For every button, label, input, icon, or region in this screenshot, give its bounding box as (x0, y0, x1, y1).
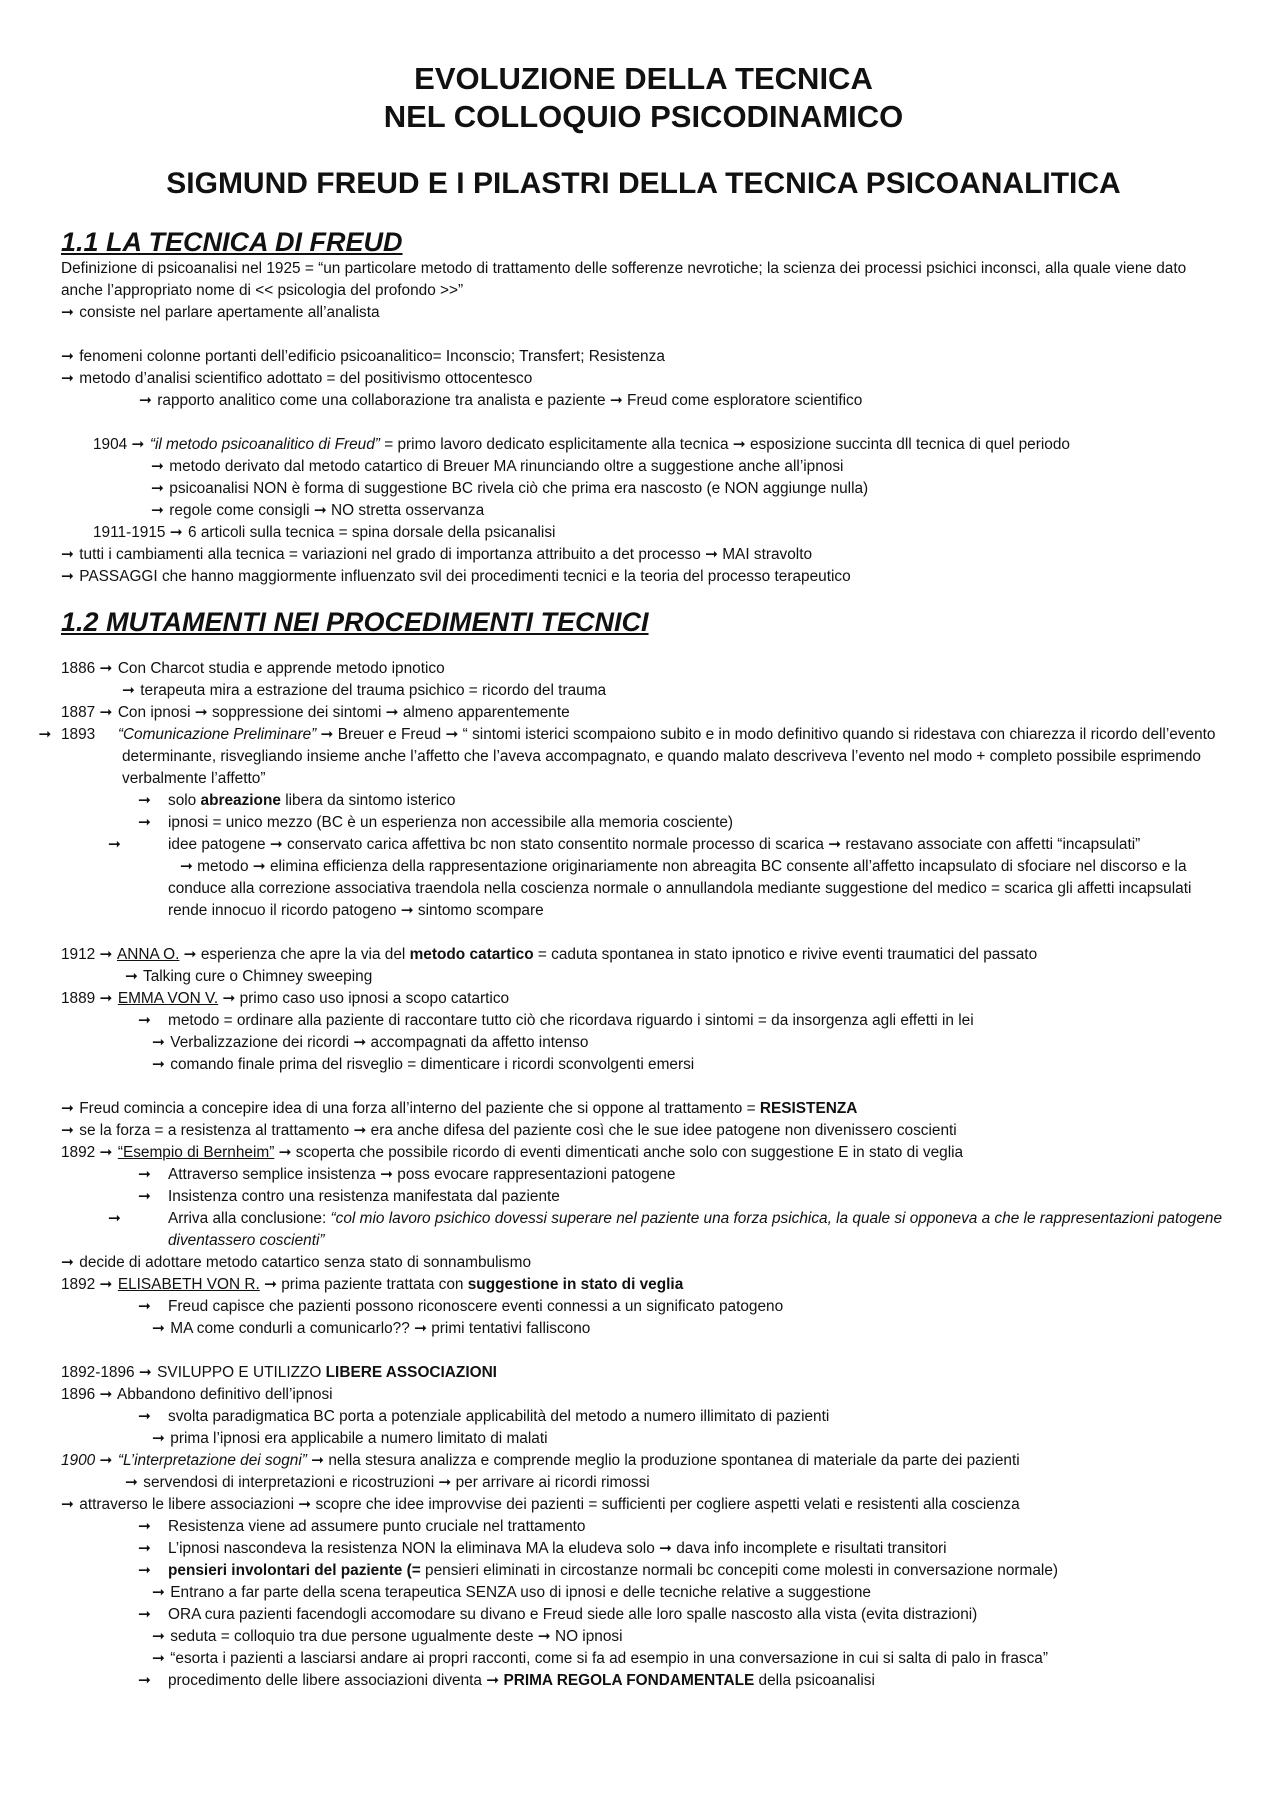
list-item: ➞ comando finale prima del risveglio = dimenticare i ricordi sconvolgenti emersi (61, 1054, 1226, 1076)
list-item: ➞ metodo derivato dal metodo catartico di Breuer MA rinunciando oltre a suggestione anche all’ipnosi (61, 456, 1226, 478)
list-item: ➞ metodo d’analisi scientifico adottato = del positivismo ottocentesco (61, 368, 1226, 390)
year-label: 1887 (61, 704, 96, 721)
arrow-icon: ➞ (138, 1188, 151, 1205)
timeline-entry-1889: 1889 ➞ EMMA VON V. ➞ primo caso uso ipnosi a scopo catartico (61, 988, 1226, 1010)
bullet-item: ➞ L’ipnosi nascondeva la resistenza NON la eliminava MA la eludeva solo ➞ dava info incomplete e risultati transitori (61, 1538, 1226, 1560)
bullet-item: ➞ Arriva alla conclusione: “col mio lavoro psichico dovessi superare nel paziente una forza psichica, la quale si opponeva a che le rappresentazioni patogene diventassero coscienti” (108, 1210, 1223, 1249)
list-item: ➞ prima l’ipnosi era applicabile a numero limitato di malati (61, 1428, 1226, 1450)
bullet-item: ➞ metodo = ordinare alla paziente di raccontare tutto ciò che ricordava riguardo i sintomi = da insorgenza agli effetti in lei (61, 1010, 1226, 1032)
bullet-item: ➞ Resistenza viene ad assumere punto cruciale nel trattamento (61, 1516, 1226, 1538)
section-2-body (38, 658, 1226, 1692)
title-line-2: NEL COLLOQUIO PSICODINAMICO (383, 99, 904, 134)
arrow-icon: ➞ (138, 1408, 151, 1425)
list-item: ➞ Freud comincia a concepire idea di una forza all’interno del paziente che si oppone al trattamento = RESISTENZA (61, 1098, 1226, 1120)
arrow-icon: ➞ (61, 1122, 74, 1139)
year-label: 1911-1915 (93, 524, 166, 541)
arrow-icon: ➞ (61, 568, 74, 585)
arrow-icon: ➞ (152, 1430, 165, 1447)
bullet-item: ➞ svolta paradigmatica BC porta a potenziale applicabilità del metodo a numero illimitato di pazienti (61, 1406, 1226, 1428)
title-line-1: EVOLUZIONE DELLA TECNICA (414, 61, 873, 96)
arrow-icon: ➞ (152, 1320, 165, 1337)
bullet-item: ➞ Freud capisce che pazienti possono riconoscere eventi connessi a un significato patogeno (61, 1296, 1226, 1318)
section-1-body (61, 258, 1226, 588)
timeline-entry-1893: 1893 ➞ “Comunicazione Preliminare” ➞ Breuer e Freud ➞ “ sintomi isterici scompaiono subito e in modo definitivo quando si ridestava con chiarezza il ricordo dell’evento determinante, risvegliando insieme anche l’affetto che l’aveva accompagnato, e quando malato descriveva l’evento nel modo + completo possibile esprimendo verbalmente l’affetto” (38, 726, 1216, 787)
patient-name: EMMA VON V. (117, 990, 219, 1007)
section-2-heading: 1.2 MUTAMENTI NEI PROCEDIMENTI TECNICI (61, 607, 649, 637)
arrow-icon: ➞ (138, 1672, 151, 1689)
year-label: 1900 (61, 1452, 96, 1469)
arrow-icon: ➞ (152, 1584, 165, 1601)
arrow-icon: ➞ (99, 1144, 113, 1161)
definition-paragraph: Definizione di psicoanalisi nel 1925 = “un particolare metodo di trattamento delle sofferenze nevrotiche; la scienza dei processi psichici inconsci, alla quale viene dato anche l’appropriato nome di << psicologia del profondo >>” (61, 260, 1187, 299)
year-label: 1886 (61, 660, 96, 677)
bullet-item: ➞ procedimento delle libere associazioni diventa ➞ PRIMA REGOLA FONDAMENTALE della psicoanalisi (61, 1670, 1226, 1692)
year-label: 1912 (61, 946, 96, 963)
list-item: ➞ consiste nel parlare apertamente all’analista (61, 302, 1226, 324)
bullet-item: ➞ Insistenza contro una resistenza manifestata dal paziente (61, 1186, 1226, 1208)
arrow-icon: ➞ (131, 436, 145, 453)
arrow-icon: ➞ (138, 792, 151, 809)
list-item: ➞ psicoanalisi NON è forma di suggestione BC rivela ciò che prima era nascosto (e NON aggiunge nulla) (61, 478, 1226, 500)
arrow-icon: ➞ (61, 1254, 74, 1271)
list-item: ➞ PASSAGGI che hanno maggiormente influenzato svil dei procedimenti tecnici e la teoria del processo terapeutico (61, 566, 1226, 588)
arrow-icon: ➞ (61, 1496, 74, 1513)
document-subtitle: SIGMUND FREUD E I PILASTRI DELLA TECNICA PSICOANALITICA (166, 167, 1121, 200)
patient-name: ANNA O. (116, 946, 180, 963)
arrow-icon: ➞ (99, 990, 113, 1007)
document-title (61, 60, 1226, 136)
arrow-icon: ➞ (61, 1100, 74, 1117)
timeline-entry-1900: 1900 ➞ “L’interpretazione dei sogni” ➞ nella stesura analizza e comprende meglio la produzione spontanea di materiale da parte dei pazienti (61, 1450, 1226, 1472)
arrow-icon: ➞ (122, 682, 135, 699)
timeline-entry-1912: 1912 ➞ ANNA O. ➞ esperienza che apre la via del metodo catartico = caduta spontanea in stato ipnotico e rivive eventi traumatici del passato (61, 944, 1226, 966)
arrow-icon: ➞ (151, 480, 164, 497)
arrow-icon: ➞ (99, 660, 113, 677)
timeline-entry-1911: 1911-1915 ➞ 6 articoli sulla tecnica = spina dorsale della psicanalisi (61, 522, 1226, 544)
bullet-item: ➞ ORA cura pazienti facendogli accomodare su divano e Freud siede alle loro spalle nascosto alla vista (evita distrazioni) (61, 1604, 1226, 1626)
bullet-item: ➞ Attraverso semplice insistenza ➞ poss evocare rappresentazioni patogene (61, 1164, 1226, 1186)
list-item: ➞ seduta = colloquio tra due persone ugualmente deste ➞ NO ipnosi (61, 1626, 1226, 1648)
list-item: ➞ se la forza = a resistenza al trattamento ➞ era anche difesa del paziente così che le sue idee patogene non divenissero coscienti (61, 1120, 1226, 1142)
arrow-icon: ➞ (61, 370, 74, 387)
arrow-icon: ➞ (152, 1650, 165, 1667)
bullet-item: ➞ solo abreazione libera da sintomo isterico (61, 790, 1226, 812)
year-label: 1893 (61, 726, 96, 743)
year-label: 1892-1896 (61, 1364, 135, 1381)
arrow-icon: ➞ (125, 968, 138, 985)
timeline-entry-1896: 1896 ➞ Abbandono definitivo dell’ipnosi (61, 1384, 1226, 1406)
arrow-icon: ➞ (99, 704, 113, 721)
arrow-icon: ➞ (138, 1540, 151, 1557)
arrow-icon: ➞ (151, 458, 164, 475)
arrow-icon: ➞ (138, 1298, 151, 1315)
list-item: ➞ attraverso le libere associazioni ➞ scopre che idee improvvise dei pazienti = sufficienti per cogliere aspetti velati e resistenti alla coscienza (61, 1494, 1226, 1516)
arrow-icon: ➞ (138, 1012, 151, 1029)
arrow-icon: ➞ (151, 502, 164, 519)
arrow-icon: ➞ (152, 1628, 165, 1645)
section-1-heading: 1.1 LA TECNICA DI FREUD (61, 227, 403, 257)
year-label: 1892 (61, 1144, 96, 1161)
timeline-entry-1887: 1887 ➞ Con ipnosi ➞ soppressione dei sintomi ➞ almeno apparentemente (61, 702, 1226, 724)
arrow-icon: ➞ (138, 814, 151, 831)
list-item: ➞ Talking cure o Chimney sweeping (61, 966, 1226, 988)
timeline-entry-1904: 1904 ➞ “il metodo psicoanalitico di Freud” = primo lavoro dedicato esplicitamente alla tecnica ➞ esposizione succinta dll tecnica di quel periodo (61, 434, 1226, 456)
arrow-icon: ➞ (108, 1210, 121, 1227)
arrow-icon: ➞ (138, 1364, 152, 1381)
list-item: ➞ MA come condurli a comunicarlo?? ➞ primi tentativi falliscono (61, 1318, 1226, 1340)
timeline-entry-1892: 1892 ➞ “Esempio di Bernheim” ➞ scoperta che possibile ricordo di eventi dimenticati anche solo con suggestione E in stato di veglia (61, 1142, 1226, 1164)
arrow-icon: ➞ (99, 1276, 113, 1293)
arrow-icon: ➞ (152, 1056, 165, 1073)
list-item: ➞ Verbalizzazione dei ricordi ➞ accompagnati da affetto intenso (61, 1032, 1226, 1054)
bullet-item: ➞ pensieri involontari del paziente (= pensieri eliminati in circostanze normali bc concepiti come molesti in conversazione normale) (61, 1560, 1226, 1582)
bullet-item: ➞ idee patogene ➞ conservato carica affettiva bc non stato consentito normale processo di scarica ➞ restavano associate con affetti “incapsulati” (61, 834, 1226, 856)
year-label: 1896 (61, 1386, 96, 1403)
list-item: ➞ servendosi di interpretazioni e ricostruzioni ➞ per arrivare ai ricordi rimossi (61, 1472, 1226, 1494)
document-page (38, 60, 1226, 1692)
list-item: ➞ rapporto analitico come una collaborazione tra analista e paziente ➞ Freud come esploratore scientifico (61, 390, 1226, 412)
year-label: 1889 (61, 990, 96, 1007)
arrow-icon: ➞ (125, 1474, 138, 1491)
arrow-icon: ➞ (99, 1386, 113, 1403)
timeline-entry-1892-b: 1892 ➞ ELISABETH VON R. ➞ prima paziente trattata con suggestione in stato di veglia (61, 1274, 1226, 1296)
timeline-entry-1886: 1886 ➞ Con Charcot studia e apprende metodo ipnotico (61, 658, 1226, 680)
arrow-icon: ➞ (169, 524, 183, 541)
year-label: 1904 (93, 436, 128, 453)
arrow-icon: ➞ (61, 546, 74, 563)
arrow-icon: ➞ (99, 1452, 113, 1469)
list-item: ➞ terapeuta mira a estrazione del trauma psichico = ricordo del trauma (61, 680, 1226, 702)
arrow-icon: ➞ (108, 836, 121, 853)
arrow-icon: ➞ (61, 304, 74, 321)
sub-paragraph: ➞ metodo ➞ elimina efficienza della rappresentazione originariamente non abreagita BC consente all’affetto incapsulato di sfociare nel discorso e la conduce alla correzione associativa traendola nella coscienza normale o annullandola mediante suggestione del medico = scarica gli affetti incapsulati rende innocuo il ricordo patogeno ➞ sintomo scompare (168, 858, 1192, 919)
bullet-item: ➞ ipnosi = unico mezzo (BC è un esperienza non accessibile alla memoria cosciente) (61, 812, 1226, 834)
arrow-icon: ➞ (138, 1562, 151, 1579)
list-item: ➞ tutti i cambiamenti alla tecnica = variazioni nel grado di importanza attribuito a det processo ➞ MAI stravolto (61, 544, 1226, 566)
arrow-icon: ➞ (138, 1166, 151, 1183)
patient-name: ELISABETH VON R. (117, 1276, 260, 1293)
year-label: 1892 (61, 1276, 96, 1293)
arrow-icon: ➞ (152, 1034, 165, 1051)
arrow-icon: ➞ (61, 348, 74, 365)
arrow-icon: ➞ (99, 946, 113, 963)
list-item: ➞ regole come consigli ➞ NO stretta osservanza (61, 500, 1226, 522)
list-item: ➞ fenomeni colonne portanti dell’edificio psicoanalitico= Inconscio; Transfert; Resistenza (61, 346, 1226, 368)
arrow-icon: ➞ (38, 726, 52, 743)
arrow-icon: ➞ (138, 1518, 151, 1535)
list-item: ➞ “esorta i pazienti a lasciarsi andare ai propri racconti, come si fa ad esempio in una conversazione in cui si salta di palo in frasca” (61, 1648, 1226, 1670)
timeline-entry-1892-1896: 1892-1896 ➞ SVILUPPO E UTILIZZO LIBERE ASSOCIAZIONI (61, 1362, 1226, 1384)
arrow-icon: ➞ (138, 1606, 151, 1623)
list-item: ➞ decide di adottare metodo catartico senza stato di sonnambulismo (61, 1252, 1226, 1274)
arrow-icon: ➞ (139, 392, 152, 409)
list-item: ➞ Entrano a far parte della scena terapeutica SENZA uso di ipnosi e delle tecniche relative a suggestione (61, 1582, 1226, 1604)
